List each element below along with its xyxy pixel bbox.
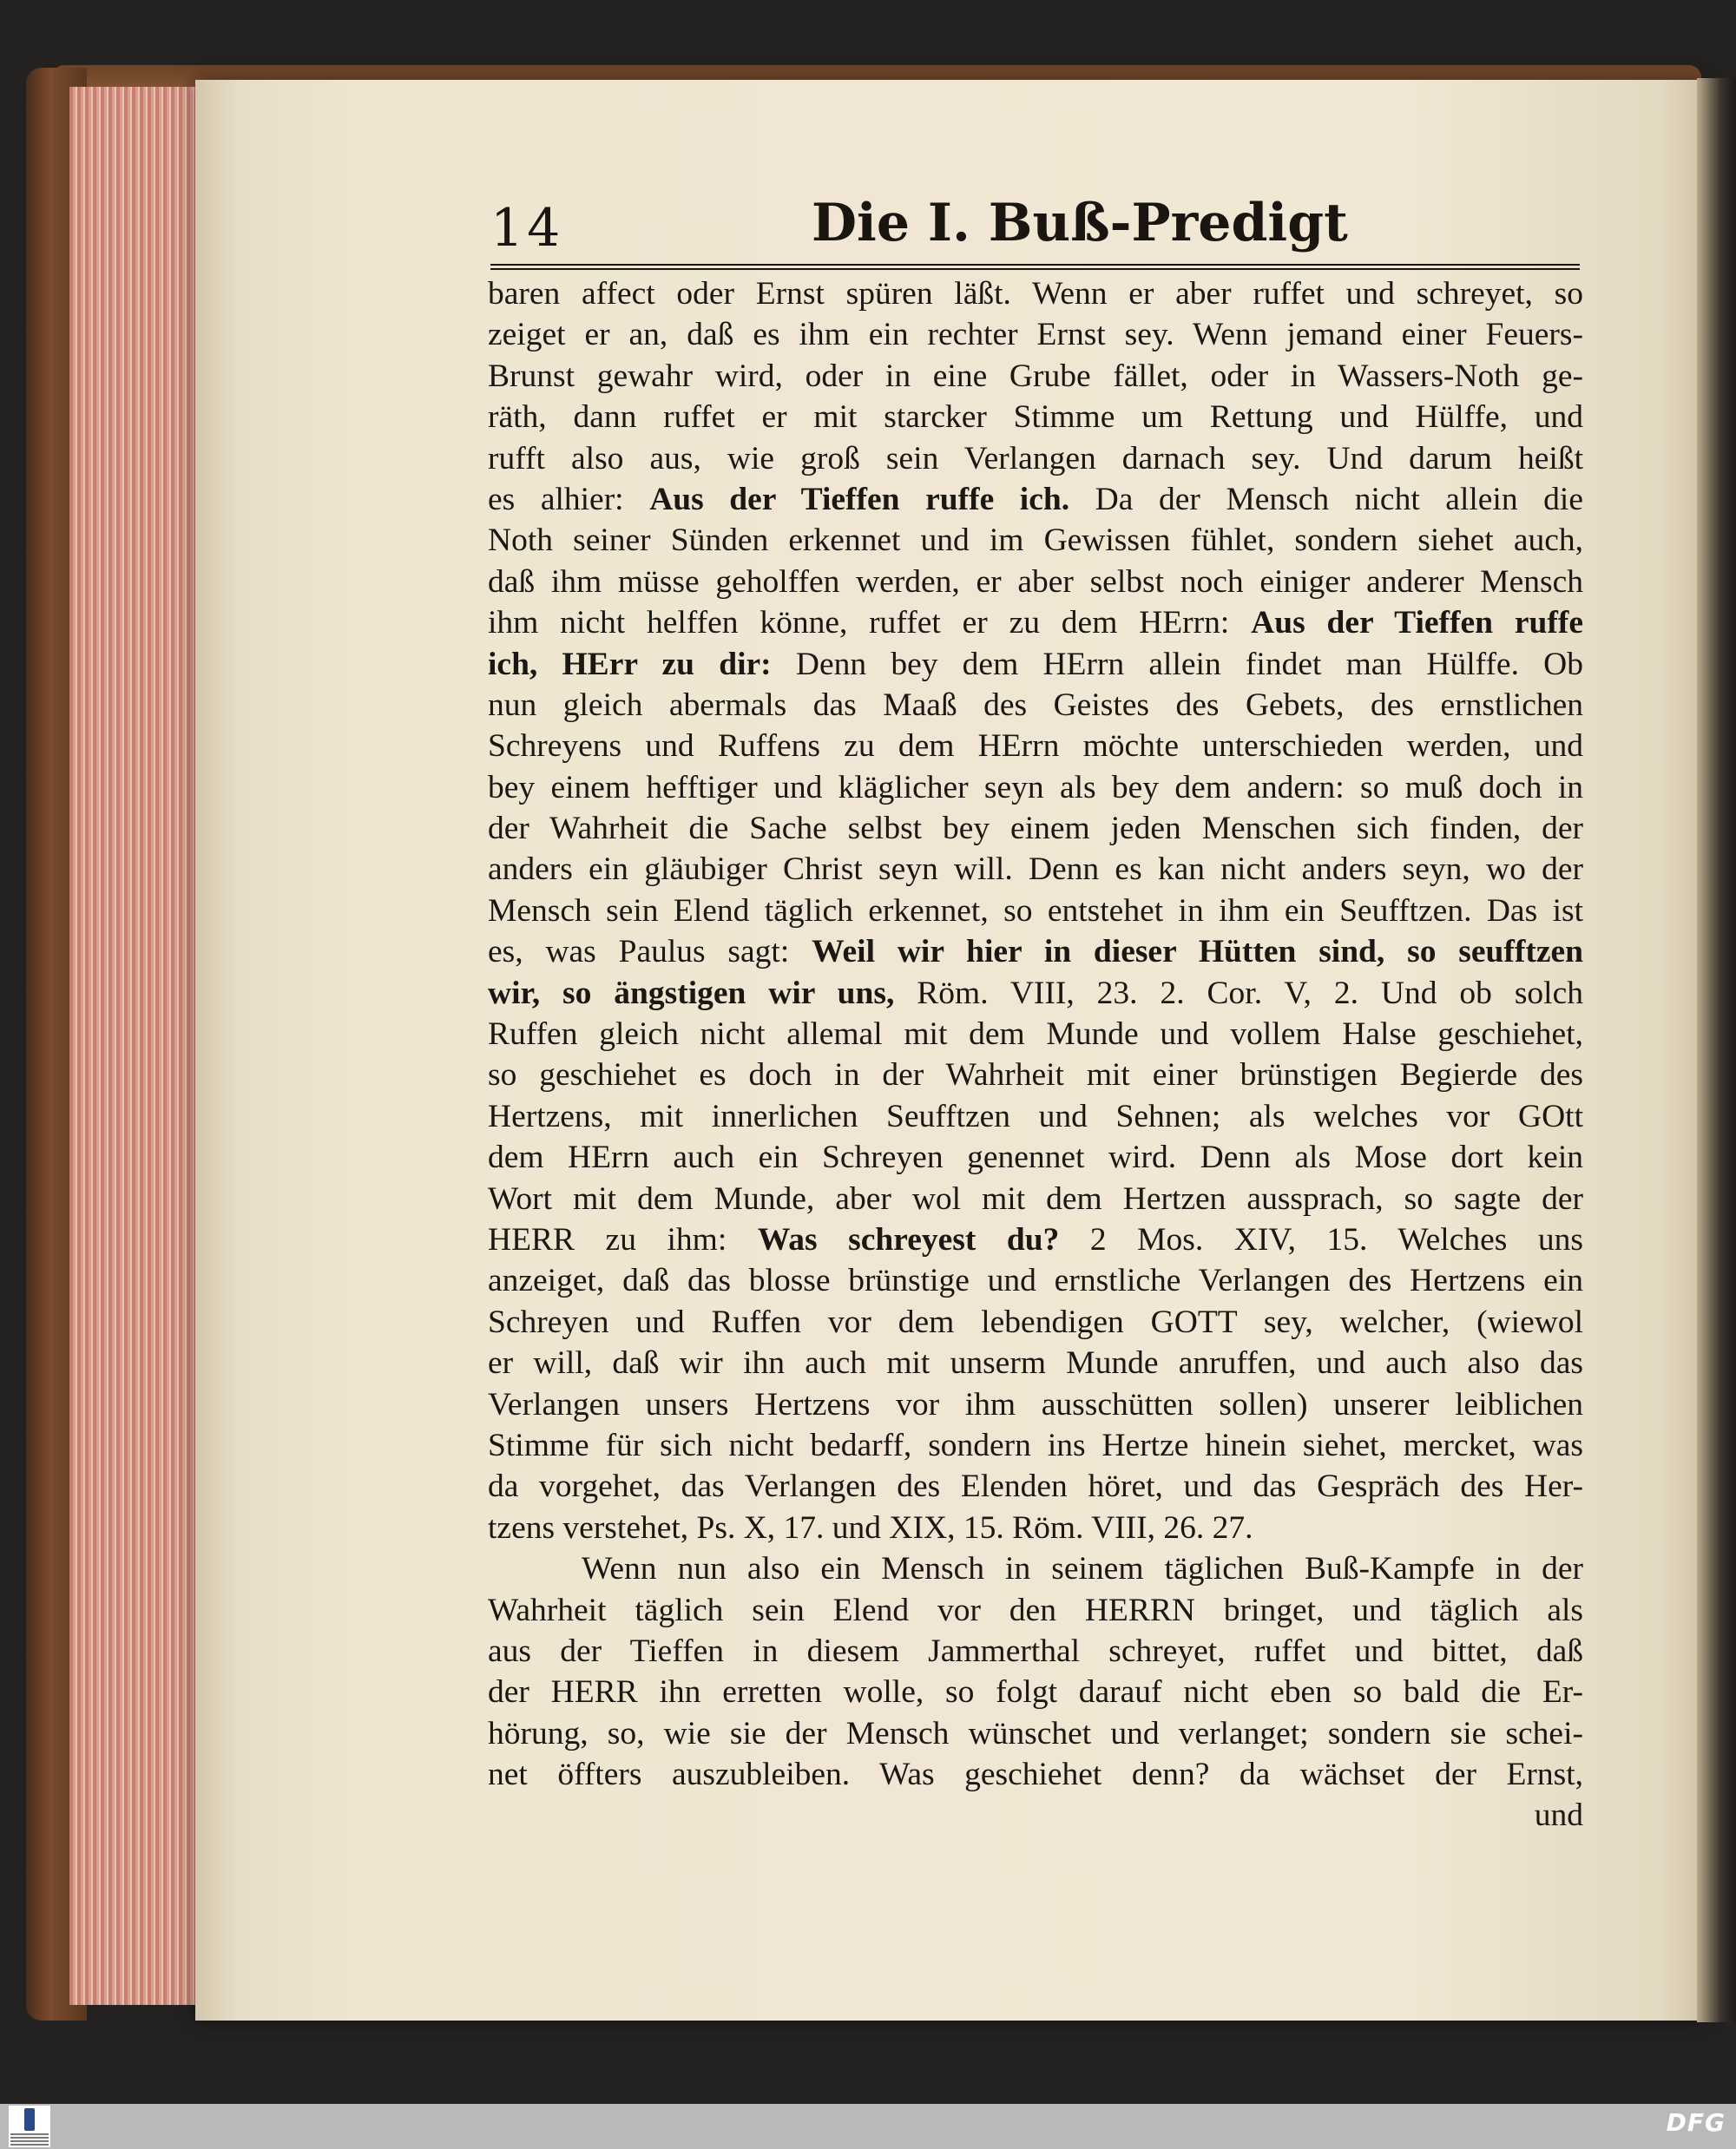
catchword: und: [1534, 1797, 1583, 1834]
text-line: daß ihm müsse geholffen werden, er aber selbst noch einiger anderer Mensch: [488, 563, 1583, 600]
logo-mark: [24, 2108, 35, 2131]
viewer-footer-bar: [0, 2104, 1736, 2149]
text-line: Wort mit dem Munde, aber wol mit dem Hertzen aussprach, so sagte der: [488, 1180, 1583, 1217]
text-line: der HERR ihn erretten wolle, so folgt darauf nicht eben so bald die Er-: [488, 1674, 1583, 1711]
text-line: ich, HErr zu dir: Denn bey dem HErrn allein findet man Hülffe. Ob: [488, 646, 1583, 682]
page-title: Die I. Buß-Predigt: [812, 193, 1348, 253]
page-number: 14: [490, 198, 564, 259]
emphasized-phrase: Aus der Tieffen ruffe: [1251, 605, 1583, 641]
text-line: nun gleich abermals das Maaß des Geistes des Gebets, des ernstlichen: [488, 687, 1583, 723]
text-line: anders ein gläubiger Christ seyn will. Denn es kan nicht anders seyn, wo der: [488, 851, 1583, 888]
text-line: Brunst gewahr wird, oder in eine Grube fället, oder in Wassers-Noth ge-: [488, 358, 1583, 394]
emphasized-phrase: wir, so ängstigen wir uns,: [488, 975, 895, 1011]
text-line: Schreyens und Ruffens zu dem HErrn möchte unterschieden werden, und: [488, 728, 1583, 765]
header-rule: [490, 264, 1580, 270]
text-line: anzeiget, daß das blosse brünstige und ernstliche Verlangen des Hertzens ein: [488, 1263, 1583, 1299]
text-line: bey einem hefftiger und kläglicher seyn als bey dem andern: so muß doch in: [488, 769, 1583, 805]
text-line: wir, so ängstigen wir uns, Röm. VIII, 23. 2. Cor. V, 2. Und ob solch: [488, 975, 1583, 1011]
running-head: [490, 193, 1580, 259]
text-line: räth, dann ruffet er mit starcker Stimme um Rettung und Hülffe, und: [488, 399, 1583, 436]
body-text: [488, 273, 1583, 1837]
text-line: Verlangen unsers Hertzens vor ihm ausschütten sollen) unserer leiblichen: [488, 1386, 1583, 1423]
text-line: ihm nicht helffen könne, ruffet er zu dem HErrn: Aus der Tieffen ruffe: [488, 605, 1583, 641]
text-line: Schreyen und Ruffen vor dem lebendigen GOTT sey, welcher, (wiewol: [488, 1304, 1583, 1340]
emphasized-phrase: Was schreyest du?: [757, 1221, 1060, 1258]
text-line: HERR zu ihm: Was schreyest du? 2 Mos. XIV, 15. Welches uns: [488, 1221, 1583, 1258]
text-line: er will, daß wir ihn auch mit unserm Munde anruffen, und auch also das: [488, 1345, 1583, 1382]
text-line: da vorgehet, das Verlangen des Elenden höret, und das Gespräch des Her-: [488, 1469, 1583, 1505]
text-line: Stimme für sich nicht bedarff, sondern ins Hertze hinein siehet, mercket, was: [488, 1427, 1583, 1463]
text-line: so geschiehet es doch in der Wahrheit mit einer brünstigen Begierde des: [488, 1057, 1583, 1094]
text-line: Wenn nun also ein Mensch in seinem täglichen Buß-Kampfe in der: [582, 1551, 1583, 1587]
text-line: der Wahrheit die Sache selbst bey einem jeden Menschen sich finden, der: [488, 811, 1583, 847]
text-line: Noth seiner Sünden erkennet und im Gewissen fühlet, sondern siehet auch,: [488, 522, 1583, 559]
text-line: hörung, so, wie sie der Mensch wünschet und verlanget; sondern sie schei-: [488, 1715, 1583, 1751]
text-line: rufft also aus, wie groß sein Verlangen darnach sey. Und darum heißt: [488, 440, 1583, 476]
text-line: aus der Tieffen in diesem Jammerthal schreyet, ruffet und bittet, daß: [488, 1633, 1583, 1669]
text-line: tzens verstehet, Ps. X, 17. und XIX, 15. Röm. VIII, 26. 27.: [488, 1509, 1253, 1546]
text-line: Wahrheit täglich sein Elend vor den HERRN bringet, und täglich als: [488, 1592, 1583, 1628]
page-edges: [69, 87, 200, 2005]
page-gutter: [1697, 78, 1736, 2022]
text-line: baren affect oder Ernst spüren läßt. Wenn er aber ruffet und schreyet, so: [488, 276, 1583, 312]
emphasized-phrase: Weil wir hier in dieser Hütten sind, so seufftzen: [812, 934, 1583, 970]
emphasized-phrase: ich, HErr zu dir:: [488, 646, 772, 682]
text-line: Mensch sein Elend täglich erkennet, so entstehet in ihm ein Seufftzen. Das ist: [488, 892, 1583, 929]
dfg-logo[interactable]: DFG: [1666, 2108, 1726, 2137]
text-line: es, was Paulus sagt: Weil wir hier in dieser Hütten sind, so seufftzen: [488, 934, 1583, 970]
library-logo-icon[interactable]: [9, 2106, 50, 2147]
text-line: dem HErrn auch ein Schreyen genennet wird. Denn als Mose dort kein: [488, 1140, 1583, 1176]
emphasized-phrase: Aus der Tieffen ruffe ich.: [649, 481, 1070, 517]
text-line: Ruffen gleich nicht allemal mit dem Munde und vollem Halse geschiehet,: [488, 1016, 1583, 1053]
text-line: net öffters auszubleiben. Was geschiehet denn? da wächset der Ernst,: [488, 1757, 1583, 1793]
logo-text-lines: [10, 2133, 49, 2146]
text-line: es alhier: Aus der Tieffen ruffe ich. Da der Mensch nicht allein die: [488, 481, 1583, 517]
text-line: Hertzens, mit innerlichen Seufftzen und Sehnen; als welches vor GOtt: [488, 1098, 1583, 1134]
text-line: zeiget er an, daß es ihm ein rechter Ernst sey. Wenn jemand einer Feuers-: [488, 317, 1583, 353]
